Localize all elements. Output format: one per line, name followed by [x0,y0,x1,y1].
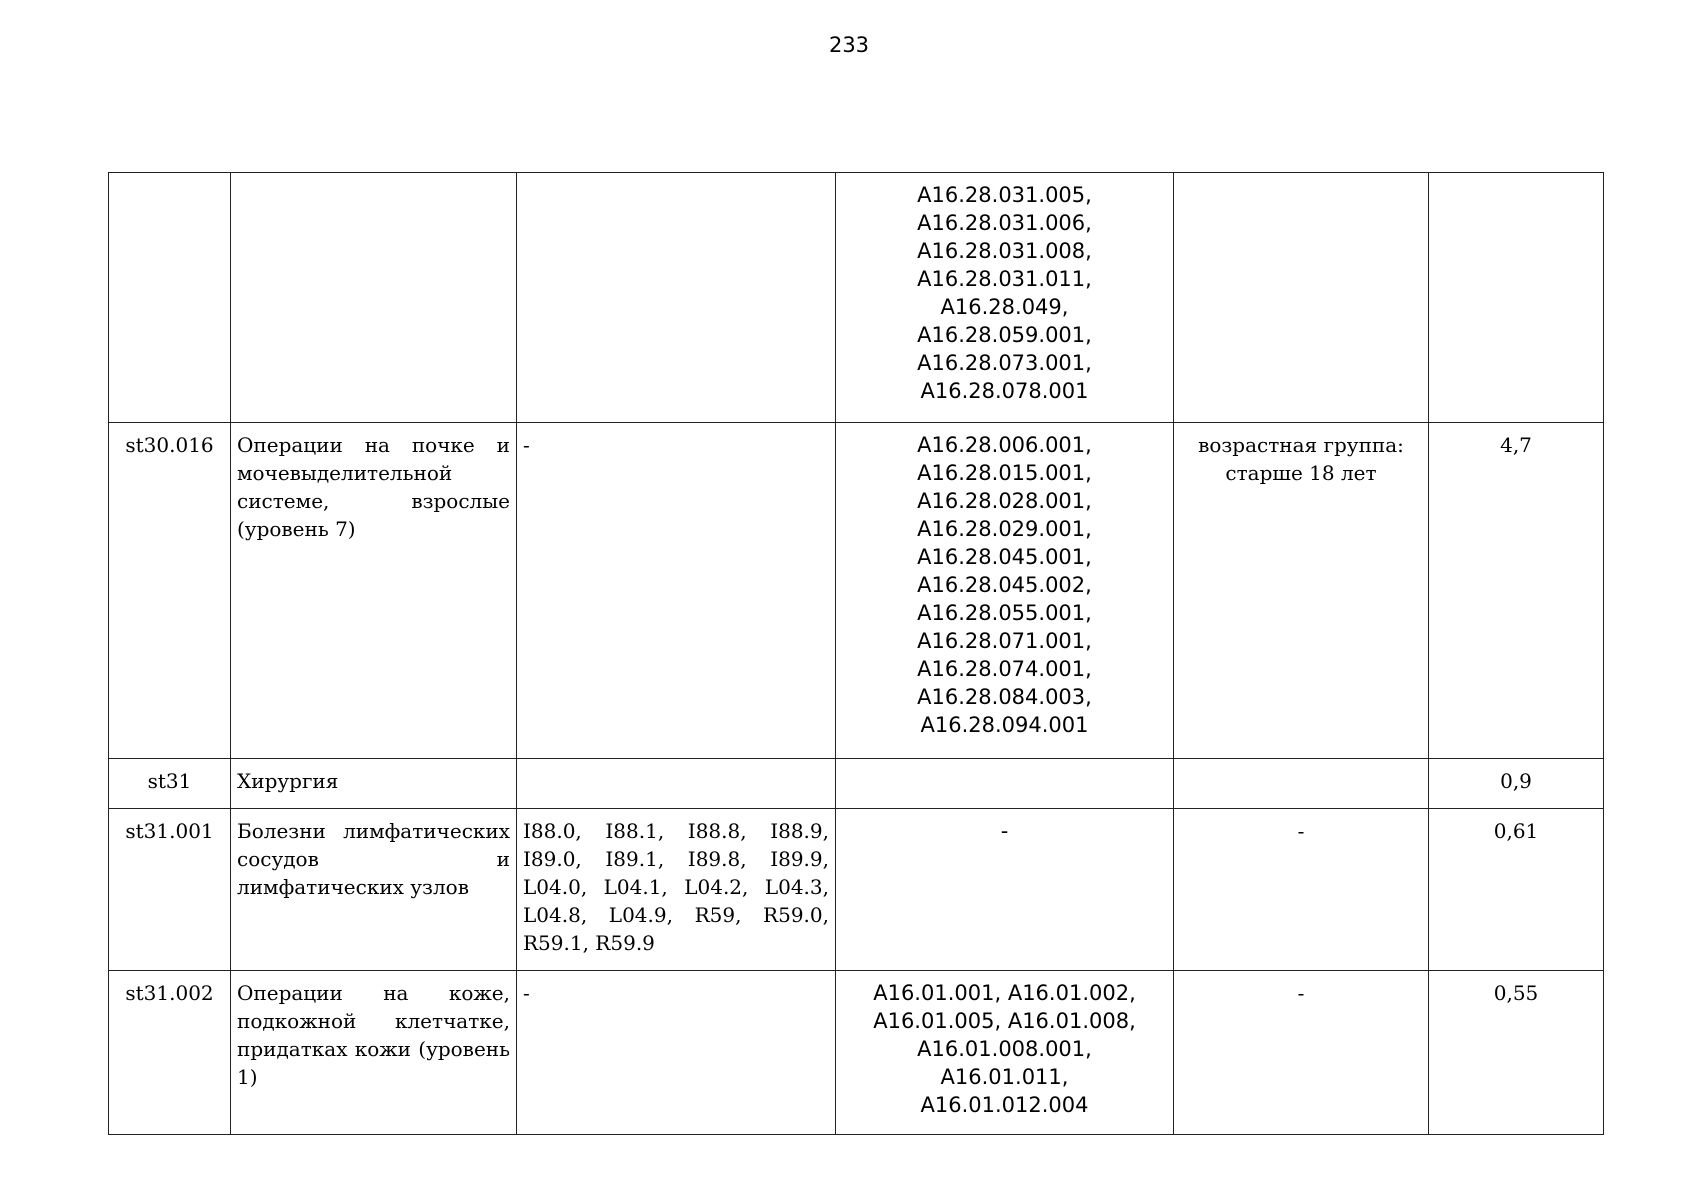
separator: , [1061,295,1069,319]
separator: , [1129,1009,1136,1033]
service-code-link[interactable]: A16.28.031.006 [917,211,1086,235]
service-code-link[interactable]: A16.28.049 [940,295,1062,319]
service-line [842,459,1167,487]
diagnosis-codes: I88.0, I88.1, I88.8, I88.9, I89.0, I89.1, I89.8, I89.9, L04.0, L04.1, L04.2, L04.3, L04.8, L04.9, R59, R59.0, R59.1, R59.9 [517,809,836,971]
table-row [109,173,1604,423]
service-line [842,209,1167,237]
service-line [842,599,1167,627]
cost-coefficient: 4,7 [1429,423,1604,759]
service-line [842,431,1167,459]
diagnosis-codes [517,759,836,809]
cost-coefficient [1429,173,1604,423]
separator: , [994,981,1008,1005]
service-line [842,181,1167,209]
separator: , [1085,573,1092,597]
service-code-link[interactable]: A16.01.008.001 [917,1037,1086,1061]
separator: , [1085,685,1092,709]
service-line [842,515,1167,543]
service-codes: - [836,809,1174,971]
service-code-link[interactable]: A16.28.094.001 [920,713,1089,737]
service-line [842,321,1167,349]
kpg-name: Операции на коже, подкожной клетчатке, придатках кожи (уровень 1) [231,971,517,1135]
kpg-name: Операции на почке и мочевыделительной системе, взрослые (уровень 7) [231,423,517,759]
service-line [842,265,1167,293]
diagnosis-codes: - [517,971,836,1135]
additional-criteria: возрастная группа: старше 18 лет [1174,423,1429,759]
separator: , [1085,183,1092,207]
kpg-code [109,173,231,423]
service-line [842,1063,1167,1091]
separator: , [1085,211,1092,235]
additional-criteria: - [1174,971,1429,1135]
separator: , [1085,489,1092,513]
separator: , [1085,601,1092,625]
service-line [842,711,1167,739]
separator: , [1085,657,1092,681]
table-row [109,759,1604,809]
service-line [842,237,1167,265]
separator: , [1085,517,1092,541]
separator: , [1085,545,1092,569]
service-code-link[interactable]: A16.01.005 [873,1009,995,1033]
kpg-name: Болезни лимфатических сосудов и лимфатических узлов [231,809,517,971]
service-line [842,1091,1167,1119]
service-codes [836,971,1174,1135]
separator: , [1085,629,1092,653]
service-code-link[interactable]: A16.28.071.001 [917,629,1086,653]
service-code-link[interactable]: A16.28.028.001 [917,489,1086,513]
service-codes [836,173,1174,423]
service-code-link[interactable]: A16.01.001 [873,981,995,1005]
service-code-link[interactable]: A16.28.074.001 [917,657,1086,681]
service-line [842,487,1167,515]
separator: , [1085,239,1092,263]
kpg-name [231,173,517,423]
additional-criteria [1174,173,1429,423]
service-code-link[interactable]: A16.28.084.003 [917,685,1086,709]
separator: , [1129,981,1136,1005]
table-row [109,809,1604,971]
service-line [842,683,1167,711]
kpg-code: st31 [109,759,231,809]
service-code-link[interactable]: A16.28.045.001 [917,545,1086,569]
service-code-link[interactable]: A16.01.011 [940,1065,1062,1089]
service-code-link[interactable]: A16.01.012.004 [920,1093,1089,1117]
service-line [842,377,1167,405]
separator: , [1085,267,1092,291]
service-code-link[interactable]: A16.28.015.001 [917,461,1086,485]
service-code-link[interactable]: A16.01.002 [1007,981,1130,1005]
service-code-link[interactable]: A16.28.031.011 [917,267,1086,291]
service-line [842,655,1167,683]
service-code-link[interactable]: A16.28.006.001 [917,433,1086,457]
cost-coefficient: 0,9 [1429,759,1604,809]
service-line [842,293,1167,321]
service-line [842,627,1167,655]
service-code-link[interactable]: A16.01.008 [1007,1009,1130,1033]
service-code-link[interactable]: A16.28.059.001 [917,323,1086,347]
kpg-code: st30.016 [109,423,231,759]
kpg-code: st31.001 [109,809,231,971]
separator: , [1085,1037,1092,1061]
diagnosis-codes [517,173,836,423]
table-row [109,423,1604,759]
service-code-link[interactable]: A16.28.055.001 [917,601,1086,625]
table-body [109,173,1604,1135]
page-number: 233 [828,33,870,57]
service-code-link[interactable]: A16.28.029.001 [917,517,1086,541]
service-line [842,349,1167,377]
separator: , [1085,323,1092,347]
additional-criteria [1174,759,1429,809]
kpg-code: st31.002 [109,971,231,1135]
service-line [842,1007,1167,1035]
service-code-link[interactable]: A16.28.078.001 [920,379,1089,403]
service-line [842,1035,1167,1063]
separator: , [1085,461,1092,485]
service-line [842,571,1167,599]
additional-criteria: - [1174,809,1429,971]
diagnosis-codes: - [517,423,836,759]
cost-coefficient: 0,55 [1429,971,1604,1135]
separator: , [1061,1065,1069,1089]
cost-coefficient: 0,61 [1429,809,1604,971]
service-codes [836,423,1174,759]
service-code-link[interactable]: A16.28.073.001 [917,351,1086,375]
service-code-link[interactable]: A16.28.045.002 [917,573,1086,597]
table-row [109,971,1604,1135]
service-line [842,543,1167,571]
separator: , [1085,433,1092,457]
separator: , [1085,351,1092,375]
kpg-name: Хирургия [231,759,517,809]
service-code-link[interactable]: A16.28.031.005 [917,183,1086,207]
service-codes [836,759,1174,809]
service-line [842,979,1167,1007]
tariff-table [108,172,1604,1135]
service-code-link[interactable]: A16.28.031.008 [917,239,1086,263]
separator: , [994,1009,1008,1033]
